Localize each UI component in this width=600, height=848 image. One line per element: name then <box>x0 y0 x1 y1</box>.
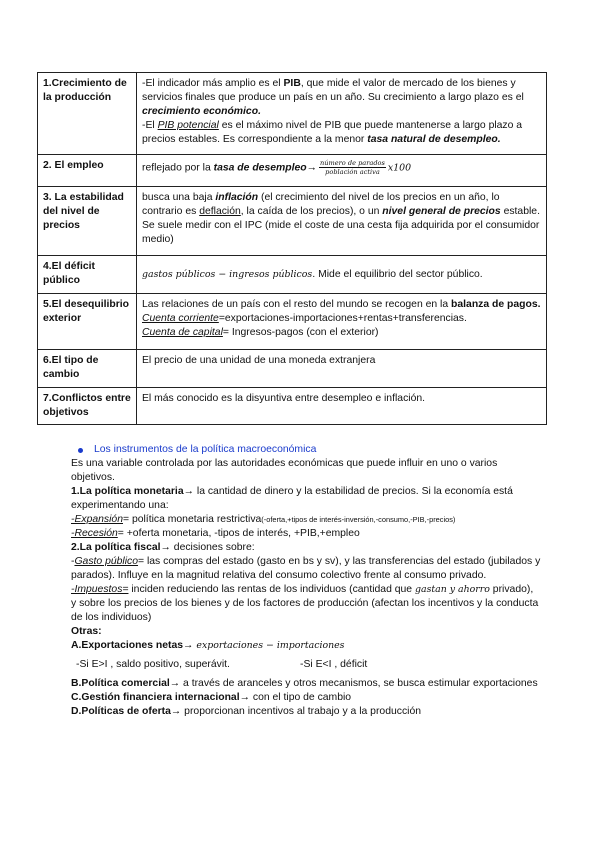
paragraph <box>71 513 541 527</box>
text: inflación <box>215 192 259 203</box>
row-label: 2. El empleo <box>38 155 137 187</box>
text: PIB <box>283 78 301 89</box>
paragraph: Es una variable controlada por las autoridades económicas que puede influir en uno o varios objetivos. <box>71 458 498 483</box>
text: → a través de aranceles y otros mecanismos, se busca estimular exportaciones <box>169 678 538 689</box>
instruments-section <box>71 443 541 719</box>
text: (el crecimiento del nivel de los precios en un año, lo contrario es <box>142 192 500 217</box>
row-label: 5.El desequilibrio exterior <box>38 294 137 350</box>
text: B.Política comercial <box>71 678 170 689</box>
table-row <box>38 388 547 425</box>
denominator: población activa <box>325 168 380 176</box>
text: (-oferta,+tipos de interés-inversión,-consumo,-PIB,-precios) <box>261 515 456 524</box>
text: 2.La política fiscal <box>71 542 161 553</box>
table-row <box>38 350 547 388</box>
text: -Recesión <box>71 528 118 539</box>
text: inciden reduciendo las rentas de los individuos (cantidad que <box>128 584 415 595</box>
table-row <box>38 294 547 350</box>
text: es el máximo nivel de PIB que puede mantenerse a largo plazo a precios estables. Es correspondiente a la menor <box>142 120 523 145</box>
text: D.Políticas de oferta <box>71 706 171 717</box>
text: Las relaciones de un país con el resto del mundo se recogen en la <box>142 299 452 310</box>
table-row <box>38 155 547 187</box>
paragraph <box>71 485 541 513</box>
paragraph <box>71 677 541 691</box>
text: -Impuestos= <box>71 584 129 595</box>
formula-fraction <box>319 159 386 176</box>
text: → la cantidad de dinero y la estabilidad de precios. Si la economía está experimentando una: <box>71 486 513 511</box>
row-content <box>137 256 547 294</box>
text: -Si E>I , saldo positivo, superávit. <box>76 659 230 670</box>
objectives-table <box>37 72 547 425</box>
text: =exportaciones-importaciones+rentas+transferencias. <box>218 313 467 324</box>
row-label: 1.Crecimiento de la producción <box>38 73 137 155</box>
paragraph <box>71 639 541 653</box>
row-label: 4.El déficit público <box>38 256 137 294</box>
formula: exportaciones − importaciones <box>193 640 345 651</box>
row-label: 6.El tipo de cambio <box>38 350 137 388</box>
table-row <box>38 187 547 256</box>
row-content: El más conocido es la disyuntiva entre desempleo e inflación. <box>137 388 547 425</box>
text: Gasto público <box>74 556 139 567</box>
row-content <box>137 73 547 155</box>
row-content <box>137 155 547 187</box>
text: = política monetaria restrictiva <box>122 514 262 525</box>
paragraph: Otras: <box>71 626 102 637</box>
text: reflejado por la <box>142 162 214 174</box>
text: → <box>306 162 317 174</box>
paragraph <box>71 541 541 555</box>
text: -Si E<I , déficit <box>300 659 368 670</box>
text: Mide el equilibrio del sector público. <box>315 268 483 280</box>
text: deflación <box>199 206 241 217</box>
row-content: El precio de una unidad de una moneda extranjera <box>137 350 547 388</box>
table-row <box>38 256 547 294</box>
text: balanza de pagos. <box>451 299 541 310</box>
paragraph <box>71 583 541 625</box>
text: , la caída de los precios), o un <box>240 206 383 217</box>
balance-cases <box>71 658 541 672</box>
text: → con el tipo de cambio <box>239 692 352 703</box>
paragraph <box>71 705 541 719</box>
text: privado), y sobre los precios de los bienes y de los factores de producción (afectan los incentivos y la conducta de los individuos) <box>71 584 539 623</box>
row-content <box>137 294 547 350</box>
text: PIB potencial <box>157 120 219 131</box>
paragraph: -Gasto público= las compras del estado (gasto en bs y sv), y las transferencias del estado (jubilados y parados). Influye en la magnitud relativa del consumo colectivo frente al consumo privado. <box>71 556 541 581</box>
text: , que mide el valor de mercado de los bienes y servicios finales que produce un país en un año. Su crecimiento a largo plazo es el <box>142 78 524 103</box>
text: C.Gestión financiera internacional <box>71 692 240 703</box>
row-content <box>137 187 547 256</box>
text: estable. Se suele medir con el IPC (mide el coste de una cesta fija adquirida por el consumidor medio) <box>142 206 540 245</box>
table-row <box>38 73 547 155</box>
text: → decisiones sobre: <box>160 542 255 553</box>
paragraph <box>71 691 541 705</box>
text: tasa natural de desempleo. <box>367 134 501 145</box>
text: A.Exportaciones netas <box>71 640 184 651</box>
text: -Expansión <box>71 514 123 525</box>
formula: gastos públicos − ingresos públicos. <box>142 268 316 280</box>
row-label: 3. La estabilidad del nivel de precios <box>38 187 137 256</box>
text: 1.La política monetaria <box>71 486 184 497</box>
text: nivel general de precios <box>382 206 501 217</box>
section-heading: Los instrumentos de la política macroeconómica <box>71 443 541 457</box>
paragraph <box>71 527 541 541</box>
text: busca una baja <box>142 192 216 203</box>
text: → proporcionan incentivos al trabajo y a la producción <box>170 706 422 717</box>
text: Cuenta de capital <box>142 327 223 338</box>
text: crecimiento económico. <box>142 106 261 117</box>
text: tasa de desempleo <box>213 162 307 174</box>
text: x100 <box>387 162 412 174</box>
text: = las compras del estado (gasto en bs y sv), y las transferencias del estado (jubilados y parados). Influye en la magnitud relativa del consumo colectivo frente al consumo privado. <box>71 556 541 581</box>
text: Cuenta corriente <box>142 313 219 324</box>
text: -El indicador más amplio es el <box>142 78 284 89</box>
text: = Ingresos-pagos (con el exterior) <box>222 327 379 338</box>
row-label: 7.Conflictos entre objetivos <box>38 388 137 425</box>
text: gastan y ahorro <box>414 584 490 595</box>
text: → <box>183 640 194 651</box>
text: = +oferta monetaria, -tipos de interés, +PIB,+empleo <box>117 528 360 539</box>
numerator: número de parados <box>320 159 385 167</box>
text: -El <box>142 120 158 131</box>
